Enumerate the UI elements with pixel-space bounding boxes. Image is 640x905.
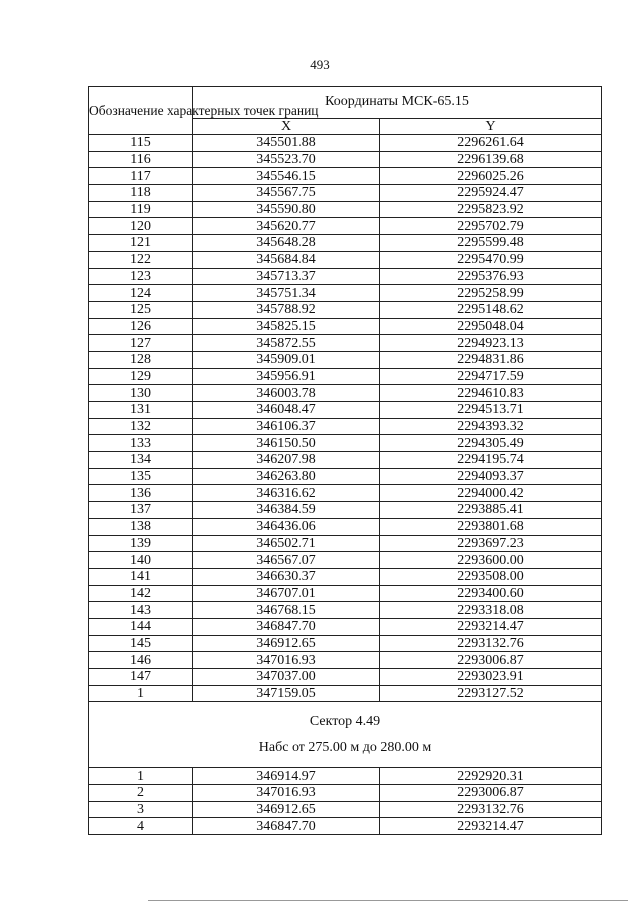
point-number: 128 xyxy=(89,351,193,368)
x-value: 345590.80 xyxy=(193,201,380,218)
x-value: 345956.91 xyxy=(193,368,380,385)
y-value: 2295258.99 xyxy=(380,285,602,302)
y-value: 2295470.99 xyxy=(380,251,602,268)
y-value: 2292920.31 xyxy=(380,768,602,785)
table-row xyxy=(89,568,602,585)
x-value: 346912.65 xyxy=(193,635,380,652)
table-row xyxy=(89,318,602,335)
table-row xyxy=(89,135,602,152)
x-value: 345713.37 xyxy=(193,268,380,285)
x-value: 347016.93 xyxy=(193,652,380,669)
point-number: 120 xyxy=(89,218,193,235)
point-number: 132 xyxy=(89,418,193,435)
y-value: 2295376.93 xyxy=(380,268,602,285)
x-value: 346847.70 xyxy=(193,818,380,835)
table-row xyxy=(89,635,602,652)
x-value: 347016.93 xyxy=(193,785,380,802)
sector-header xyxy=(89,702,602,768)
y-value: 2293885.41 xyxy=(380,502,602,519)
y-value: 2294000.42 xyxy=(380,485,602,502)
x-value: 346567.07 xyxy=(193,552,380,569)
y-value: 2293127.52 xyxy=(380,685,602,702)
x-value: 346914.97 xyxy=(193,768,380,785)
point-number: 118 xyxy=(89,185,193,202)
page-number: 493 xyxy=(310,57,330,72)
point-number: 137 xyxy=(89,502,193,519)
y-value: 2294717.59 xyxy=(380,368,602,385)
y-value: 2293132.76 xyxy=(380,801,602,818)
point-number: 3 xyxy=(89,801,193,818)
x-value: 345501.88 xyxy=(193,135,380,152)
table-row xyxy=(89,418,602,435)
point-number: 2 xyxy=(89,785,193,802)
y-value: 2295702.79 xyxy=(380,218,602,235)
point-number: 144 xyxy=(89,618,193,635)
x-value: 346263.80 xyxy=(193,468,380,485)
point-number: 145 xyxy=(89,635,193,652)
point-number: 141 xyxy=(89,568,193,585)
x-value: 346207.98 xyxy=(193,452,380,469)
y-value: 2295823.92 xyxy=(380,201,602,218)
table-row xyxy=(89,402,602,419)
point-number: 138 xyxy=(89,518,193,535)
table-row xyxy=(89,785,602,802)
y-value: 2293600.00 xyxy=(380,552,602,569)
x-value: 346436.06 xyxy=(193,518,380,535)
y-value: 2294393.32 xyxy=(380,418,602,435)
point-number: 146 xyxy=(89,652,193,669)
table-row xyxy=(89,518,602,535)
point-number: 122 xyxy=(89,251,193,268)
point-number: 123 xyxy=(89,268,193,285)
x-value: 346003.78 xyxy=(193,385,380,402)
table-row xyxy=(89,285,602,302)
table-row xyxy=(89,801,602,818)
x-value: 345567.75 xyxy=(193,185,380,202)
y-value: 2295148.62 xyxy=(380,301,602,318)
y-value: 2295924.47 xyxy=(380,185,602,202)
table-row xyxy=(89,151,602,168)
y-value: 2293006.87 xyxy=(380,652,602,669)
x-value: 345684.84 xyxy=(193,251,380,268)
y-value: 2293318.08 xyxy=(380,602,602,619)
table-row xyxy=(89,168,602,185)
x-column-header: X xyxy=(193,118,380,134)
x-value: 345523.70 xyxy=(193,151,380,168)
y-value: 2293006.87 xyxy=(380,785,602,802)
point-number: 133 xyxy=(89,435,193,452)
x-value: 347159.05 xyxy=(193,685,380,702)
y-value: 2293801.68 xyxy=(380,518,602,535)
y-value: 2296261.64 xyxy=(380,135,602,152)
x-value: 346502.71 xyxy=(193,535,380,552)
table-row xyxy=(89,669,602,686)
x-value: 345825.15 xyxy=(193,318,380,335)
point-number: 140 xyxy=(89,552,193,569)
x-value: 346912.65 xyxy=(193,801,380,818)
table-row xyxy=(89,485,602,502)
table-row xyxy=(89,201,602,218)
point-number: 139 xyxy=(89,535,193,552)
table-row xyxy=(89,502,602,519)
point-number: 119 xyxy=(89,201,193,218)
main-rows xyxy=(89,135,602,702)
y-value: 2293214.47 xyxy=(380,618,602,635)
x-value: 346316.62 xyxy=(193,485,380,502)
x-value: 345546.15 xyxy=(193,168,380,185)
table-row xyxy=(89,618,602,635)
table-row xyxy=(89,535,602,552)
x-value: 345872.55 xyxy=(193,335,380,352)
table-row xyxy=(89,235,602,252)
x-value: 345648.28 xyxy=(193,235,380,252)
y-value: 2294831.86 xyxy=(380,351,602,368)
table-row xyxy=(89,385,602,402)
table-header xyxy=(89,87,602,135)
point-number: 117 xyxy=(89,168,193,185)
table-row xyxy=(89,468,602,485)
point-number: 127 xyxy=(89,335,193,352)
table-row xyxy=(89,652,602,669)
sector-rows xyxy=(89,768,602,835)
x-value: 347037.00 xyxy=(193,669,380,686)
y-value: 2295048.04 xyxy=(380,318,602,335)
point-number: 124 xyxy=(89,285,193,302)
table-row xyxy=(89,251,602,268)
table-row xyxy=(89,585,602,602)
x-value: 346768.15 xyxy=(193,602,380,619)
table-row xyxy=(89,435,602,452)
y-value: 2293023.91 xyxy=(380,669,602,686)
y-value: 2293132.76 xyxy=(380,635,602,652)
y-value: 2296139.68 xyxy=(380,151,602,168)
point-number: 115 xyxy=(89,135,193,152)
point-number: 134 xyxy=(89,452,193,469)
x-value: 346630.37 xyxy=(193,568,380,585)
y-value: 2294610.83 xyxy=(380,385,602,402)
y-value: 2296025.26 xyxy=(380,168,602,185)
coordinates-header: Координаты МСК-65.15 xyxy=(193,87,602,119)
table-row xyxy=(89,351,602,368)
point-number: 143 xyxy=(89,602,193,619)
x-value: 346048.47 xyxy=(193,402,380,419)
y-value: 2294093.37 xyxy=(380,468,602,485)
table-row xyxy=(89,452,602,469)
x-value: 346384.59 xyxy=(193,502,380,519)
sector-subtitle: Набс от 275.00 м до 280.00 м xyxy=(258,739,432,755)
y-value: 2293400.60 xyxy=(380,585,602,602)
x-value: 345751.34 xyxy=(193,285,380,302)
y-value: 2295599.48 xyxy=(380,235,602,252)
point-number: 142 xyxy=(89,585,193,602)
y-value: 2294923.13 xyxy=(380,335,602,352)
point-number: 126 xyxy=(89,318,193,335)
table-row xyxy=(89,268,602,285)
table-row xyxy=(89,218,602,235)
point-label-header: Обозначение характерных точек границ xyxy=(89,87,193,135)
y-value: 2294305.49 xyxy=(380,435,602,452)
y-column-header: Y xyxy=(380,118,602,134)
point-number: 131 xyxy=(89,402,193,419)
sector-section xyxy=(89,702,602,768)
point-number: 135 xyxy=(89,468,193,485)
point-number: 147 xyxy=(89,669,193,686)
y-value: 2293214.47 xyxy=(380,818,602,835)
point-number: 1 xyxy=(89,768,193,785)
x-value: 346106.37 xyxy=(193,418,380,435)
y-value: 2293508.00 xyxy=(380,568,602,585)
coordinates-table xyxy=(88,86,602,835)
x-value: 345909.01 xyxy=(193,351,380,368)
point-number: 4 xyxy=(89,818,193,835)
sector-title: Сектор 4.49 xyxy=(309,713,381,729)
y-value: 2293697.23 xyxy=(380,535,602,552)
point-number: 136 xyxy=(89,485,193,502)
table-row xyxy=(89,602,602,619)
point-number: 129 xyxy=(89,368,193,385)
table-row xyxy=(89,185,602,202)
point-number: 121 xyxy=(89,235,193,252)
table-row xyxy=(89,301,602,318)
point-number: 1 xyxy=(89,685,193,702)
x-value: 345620.77 xyxy=(193,218,380,235)
table-row xyxy=(89,368,602,385)
y-value: 2294195.74 xyxy=(380,452,602,469)
table-row xyxy=(89,768,602,785)
x-value: 345788.92 xyxy=(193,301,380,318)
page-edge-line xyxy=(148,900,628,901)
point-number: 125 xyxy=(89,301,193,318)
x-value: 346707.01 xyxy=(193,585,380,602)
table-row xyxy=(89,685,602,702)
y-value: 2294513.71 xyxy=(380,402,602,419)
table-row xyxy=(89,335,602,352)
x-value: 346150.50 xyxy=(193,435,380,452)
x-value: 346847.70 xyxy=(193,618,380,635)
table-row xyxy=(89,552,602,569)
point-number: 130 xyxy=(89,385,193,402)
point-number: 116 xyxy=(89,151,193,168)
table-row xyxy=(89,818,602,835)
